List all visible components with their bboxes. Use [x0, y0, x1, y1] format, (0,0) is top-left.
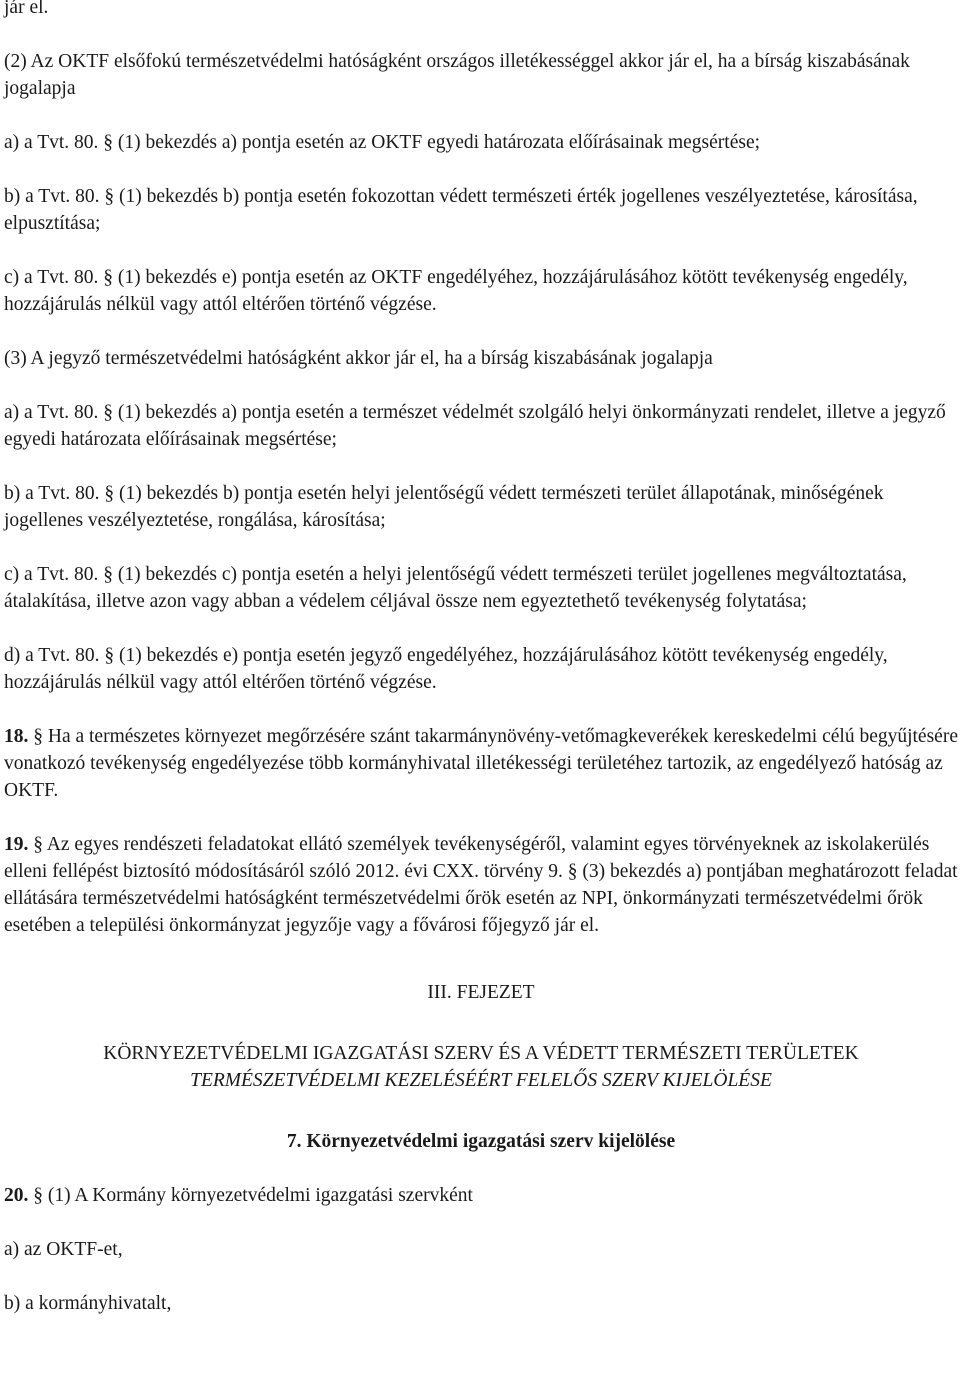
section-19: [4, 831, 958, 939]
section-text: § Ha a természetes környezet megőrzésére szánt takarmánynövény-vetőmagkeverékek kereskedelmi célú begyűjtésére vonatkozó tevékenység engedélyezése több kormányhivatal illetékességi területéhez tartozik, az engedélyező hatóság az OKTF.: [4, 726, 958, 801]
section-number: 20.: [4, 1185, 29, 1206]
section-number: 18.: [4, 726, 29, 747]
list-item-3c: c) a Tvt. 80. § (1) bekezdés c) pontja esetén a helyi jelentőségű védett természeti terület jogellenes megváltoztatása, átalakítása, illetve azon vagy abban a védelem céljával össze nem egyeztethető tevékenység folytatása;: [4, 564, 907, 612]
section-text: § (1) A Kormány környezetvédelmi igazgatási szervként: [33, 1185, 473, 1206]
section-number: 19.: [4, 834, 29, 855]
document-page: [4, 0, 958, 1317]
list-item-20b: b) a kormányhivatalt,: [4, 1293, 172, 1314]
section-title: 7. Környezetvédelmi igazgatási szerv kijelölése: [286, 1131, 676, 1152]
paragraph-2: (2) Az OKTF elsőfokú természetvédelmi hatóságként országos illetékességgel akkor jár el, ha a bírság kiszabásának jogalapja: [4, 51, 910, 99]
list-item-20a: a) az OKTF-et,: [4, 1239, 123, 1260]
list-item-2b: b) a Tvt. 80. § (1) bekezdés b) pontja esetén fokozottan védett természeti érték jogellenes veszélyeztetése, károsítása, elpusztítása;: [4, 186, 918, 234]
paragraph-continuation: jár el.: [4, 0, 49, 18]
chapter-title-line-2: TERMÉSZETVÉDELMI KEZELÉSÉÉRT FELELŐS SZERV KIJELÖLÉSE: [190, 1070, 772, 1091]
list-item-3d: d) a Tvt. 80. § (1) bekezdés e) pontja esetén jegyző engedélyéhez, hozzájárulásához kötött tevékenység engedély, hozzájárulás nélkül vagy attól eltérően történő végzése.: [4, 645, 888, 693]
paragraph-3: (3) A jegyző természetvédelmi hatóságként akkor jár el, ha a bírság kiszabásának jogalapja: [4, 348, 713, 369]
section-text: § Az egyes rendészeti feladatokat ellátó személyek tevékenységéről, valamint egyes törvényeknek az iskolakerülés elleni fellépést biztosító módosításáról szóló 2012. évi CXX. törvény 9. § (3) bekezdés a) pontjában meghatározott feladat ellátására természetvédelmi hatóságként természetvédelmi őrök esetén az NPI, önkormányzati természetvédelmi őrök esetében a települési önkormányzat jegyzője vagy a fővárosi főjegyző jár el.: [4, 834, 958, 936]
list-item-2c: c) a Tvt. 80. § (1) bekezdés e) pontja esetén az OKTF engedélyéhez, hozzájárulásához kötött tevékenység engedély, hozzájárulás nélkül vagy attól eltérően történő végzése.: [4, 267, 908, 315]
list-item-2a: a) a Tvt. 80. § (1) bekezdés a) pontja esetén az OKTF egyedi határozata előírásainak megsértése;: [4, 132, 761, 153]
chapter-heading: III. FEJEZET: [427, 982, 535, 1003]
list-item-3b: b) a Tvt. 80. § (1) bekezdés b) pontja esetén helyi jelentőségű védett természeti terület állapotának, minőségének jogellenes veszélyeztetése, rongálása, károsítása;: [4, 483, 884, 531]
chapter-title: [4, 1040, 958, 1094]
section-18: [4, 723, 958, 804]
list-item-3a: a) a Tvt. 80. § (1) bekezdés a) pontja esetén a természet védelmét szolgáló helyi önkormányzati rendelet, illetve a jegyző egyedi határozata előírásainak megsértése;: [4, 402, 946, 450]
chapter-title-line-1: KÖRNYEZETVÉDELMI IGAZGATÁSI SZERV ÉS A VÉDETT TERMÉSZETI TERÜLETEK: [103, 1043, 859, 1064]
section-20: [4, 1182, 958, 1209]
